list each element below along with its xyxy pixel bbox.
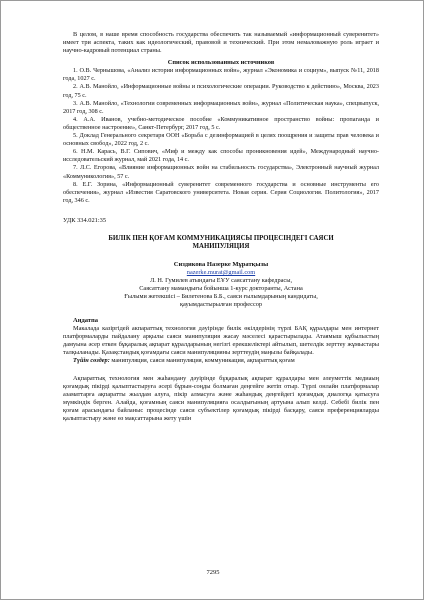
keywords-line — [63, 357, 379, 365]
page-content — [63, 31, 379, 423]
affiliation-line: Ғылыми жетекшісі – Билетенова Б.Б., саяси ғылымдарының кандидаты, — [124, 293, 318, 301]
body-paragraph: Ақпараттық технология мен жаһандану дәуірінде бұқаралық ақпарат құралдары мен әлеуметтік медиаың қоғамдық пікірді қалыптастыруға әсері бұрын-соңды болмаған деңгейге жетіп отыр. Түрлі онлайн платформалар азаматтарға ақпаратты жылдам алуға, пікір алмасуға және жаһандық деңгейдегі қоғамдық диалогқа қатысуға мүмкіндік берген. Алайда, қоғамның саяси манипуляцияға осалдығының артуына алып келді. Себебі билік пен қоғам арасындағы байланыс процесінде саяси субъектілер қоғамдық пікірді басқару, саяси преференцияларды қалыптастыру және өз мақсаттарына жету үшін — [63, 374, 379, 422]
author-name: Сиздикова Назерке Мұратқызы — [173, 261, 269, 269]
intro-paragraph: В целом, в наше время способность государства обеспечить так называемый «информационный суверенитет» имеет три аспекта, таких как идеологический, правовой и технический. При этом немаловажную роль играет и научно-кадровый потенциал страны. — [63, 31, 379, 55]
reference-item: 7. Л.С. Егорова, «Влияние информационных войн на стабильность государства», Электронный научный журнал «Коммуникология», 57 с. — [63, 164, 379, 180]
reference-item: 2. А.В. Манойло, «Информационные войны и психологические операции. Руководство к действию», Москва, 2023 год, 75 с. — [63, 83, 379, 99]
author-email-link[interactable]: nazerke.murat@gmail.com — [186, 269, 256, 277]
reference-item: 6. Н.М. Карась, В.Г. Сипович, «Миф и между как способы проникновения идей», Международный научно-исследовательский журнал, май 2021 года, 14 с. — [63, 148, 379, 164]
references-heading: Список использованных источников — [167, 59, 275, 67]
affiliation-line: Саясаттану мамандығы бойынша 1-курс докторанты, Астана — [139, 285, 303, 293]
affiliation-line: Л. Н. Гумилев атындағы ЕҰУ саясаттану кафедрасы, — [149, 277, 293, 285]
keywords-label: Түйін сөздер: — [73, 357, 110, 365]
affiliation-line: қауымдастырылған профессор — [179, 301, 263, 309]
reference-item: 4. А.А. Иванов, учебно-методическое пособие «Коммуникативное пространство войны: пропаганда и общественное настроение», Санкт-Петербург, 2017 год, 5 с. — [63, 115, 379, 131]
keywords-text: манипуляция, саяси манипуляция, коммуникация, ақпараттық қоғам — [109, 357, 295, 365]
abstract-text: Макалада казіргідей акпараттық технология дәуірінде билік өкілдерінің түрлі БАҚ құралдары мен интернет платформаларды пайдалану арқылы саяси манипуляция жасау мәселесі қарастырылады. Атаямыш құбылыстың дамуына әсер еткен бұқаралық ақпарат құралдарының негізгі ерекшеліктері айтылып, шетелдік зерттеу жұмыстары талқыланады. Қазақстандық қоғамдағы саяси манипуляцияны зерттеудің маңызы байқалады. — [63, 325, 379, 357]
udk-code: УДК 334.021:35 — [63, 216, 107, 224]
reference-item: 5. Доклад Генерального секретаря ООН «Борьба с дезинформацией в целях поощрения и защиты прав человека и основных свобод», 2022 год, 2 с. — [63, 132, 379, 148]
reference-item: 8. Е.Г. Зорина, «Информационный суверенитет современного государства и основные инструменты его обеспечения», журнал «Известия Саратовского университета. Новая серия. Серия Социология. Политология», 2017 год, 346 с. — [63, 180, 379, 204]
reference-item: 1. О.В. Чернышова, «Анализ истории информационных войн», журнал «Экономика и социум», выпуск №11, 2018 года, 1027 с. — [63, 67, 379, 83]
references-list — [63, 67, 379, 205]
reference-item: 3. А.В. Манойло, «Технологии современных информационных войн», журнал «Политическая наука», спецвыпуск, 2017 год, 308 с. — [63, 99, 379, 115]
page-number: 7295 — [206, 569, 220, 576]
abstract-heading: Аңдатпа — [73, 317, 98, 325]
article-title: БИЛІК ПЕН ҚОҒАМ КОММУНИКАЦИЯСЫ ПРОЦЕСІНДЕГІ САЯСИ МАНИПУЛЯЦИЯ — [108, 234, 334, 251]
